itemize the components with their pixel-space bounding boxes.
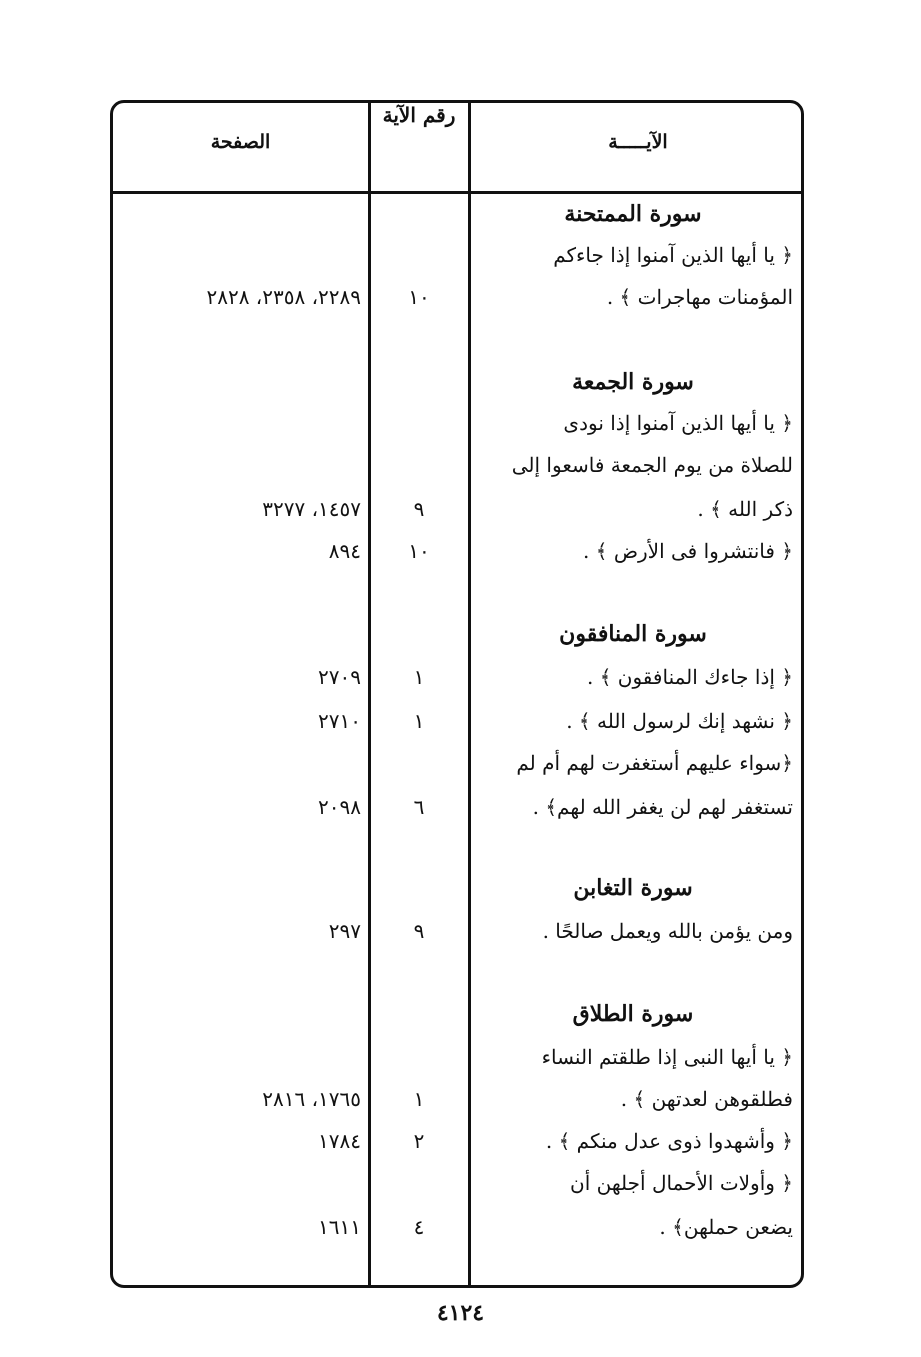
header-verse: الآيـــــة bbox=[608, 131, 668, 153]
table-row bbox=[113, 1087, 801, 1127]
page-refs: ٢٧٠٩ bbox=[318, 665, 361, 689]
verse-line bbox=[113, 411, 801, 451]
page-refs: ١٦١١ bbox=[318, 1215, 361, 1239]
verse-number: ١ bbox=[413, 665, 425, 689]
verse-line bbox=[113, 453, 801, 493]
header-divider bbox=[113, 191, 801, 194]
verse-line bbox=[113, 243, 801, 283]
verse-text: ﴿ وأشهدوا ذوى عدل منكم ﴾ . bbox=[545, 1129, 793, 1153]
verse-text: فطلقوهن لعدتهن ﴾ . bbox=[620, 1087, 793, 1111]
page-refs: ١٤٥٧، ٣٢٧٧ bbox=[262, 497, 361, 521]
verse-number: ١٠ bbox=[408, 285, 430, 309]
table-row bbox=[113, 919, 801, 959]
index-table bbox=[110, 100, 804, 1288]
page-number: ٤١٢٤ bbox=[436, 1300, 485, 1326]
verse-text: ذكر الله ﴾ . bbox=[697, 497, 793, 521]
verse-line bbox=[113, 1045, 801, 1085]
verse-text: ﴿ يا أيها النبى إذا طلقتم النساء bbox=[541, 1045, 793, 1069]
verse-number: ٤ bbox=[413, 1215, 425, 1239]
verse-number: ١ bbox=[413, 709, 425, 733]
page-refs: ٢٧١٠ bbox=[318, 709, 361, 733]
surah-title: سورة المنافقون bbox=[559, 621, 707, 647]
verse-number: ١٠ bbox=[408, 539, 430, 563]
verse-text: ﴿ يا أيها الذين آمنوا إذا جاءكم bbox=[553, 243, 793, 267]
table-row bbox=[113, 709, 801, 749]
page-refs: ٢٩٧ bbox=[328, 919, 361, 943]
verse-text: المؤمنات مهاجرات ﴾ . bbox=[606, 285, 793, 309]
table-row bbox=[113, 497, 801, 537]
table-row bbox=[113, 1215, 801, 1255]
verse-text: للصلاة من يوم الجمعة فاسعوا إلى bbox=[511, 453, 793, 477]
verse-number: ٩ bbox=[413, 919, 425, 943]
page-refs: ١٧٨٤ bbox=[318, 1129, 361, 1153]
verse-text: ﴿ يا أيها الذين آمنوا إذا نودى bbox=[563, 411, 793, 435]
surah-title: سورة التغابن bbox=[573, 875, 693, 901]
page-refs: ٨٩٤ bbox=[328, 539, 361, 563]
table-row bbox=[113, 539, 801, 579]
page-refs: ٢٢٨٩، ٢٣٥٨، ٢٨٢٨ bbox=[206, 285, 361, 309]
verse-text: ﴿ إذا جاءك المنافقون ﴾ . bbox=[587, 665, 793, 689]
surah-title: سورة الطلاق bbox=[572, 1001, 694, 1027]
verse-text: ﴿ وأولات الأحمال أجلهن أن bbox=[570, 1171, 793, 1195]
verse-number: ٦ bbox=[413, 795, 425, 819]
verse-line bbox=[113, 1171, 801, 1211]
verse-text: ﴿ فانتشروا فى الأرض ﴾ . bbox=[583, 539, 793, 563]
table-row bbox=[113, 665, 801, 705]
header-verse-number: رقم الآية bbox=[382, 103, 456, 127]
table-row bbox=[113, 1129, 801, 1169]
table-row bbox=[113, 795, 801, 835]
verse-text: ﴿سواء عليهم أستغفرت لهم أم لم bbox=[516, 751, 793, 775]
header-page: الصفحة bbox=[210, 131, 271, 153]
verse-number: ١ bbox=[413, 1087, 425, 1111]
verse-number: ٩ bbox=[413, 497, 425, 521]
verse-text: ومن يؤمن بالله ويعمل صالحًا . bbox=[542, 919, 793, 943]
verse-text: تستغفر لهم لن يغفر الله لهم﴾ . bbox=[532, 795, 793, 819]
verse-text: يضعن حملهن﴾ . bbox=[659, 1215, 793, 1239]
surah-title: سورة الممتحنة bbox=[564, 201, 702, 227]
verse-number: ٢ bbox=[413, 1129, 425, 1153]
verse-line bbox=[113, 751, 801, 791]
table-row bbox=[113, 285, 801, 325]
verse-text: ﴿ نشهد إنك لرسول الله ﴾ . bbox=[566, 709, 793, 733]
page-refs: ١٧٦٥، ٢٨١٦ bbox=[262, 1087, 361, 1111]
surah-title: سورة الجمعة bbox=[572, 369, 694, 395]
page-refs: ٢٠٩٨ bbox=[318, 795, 361, 819]
